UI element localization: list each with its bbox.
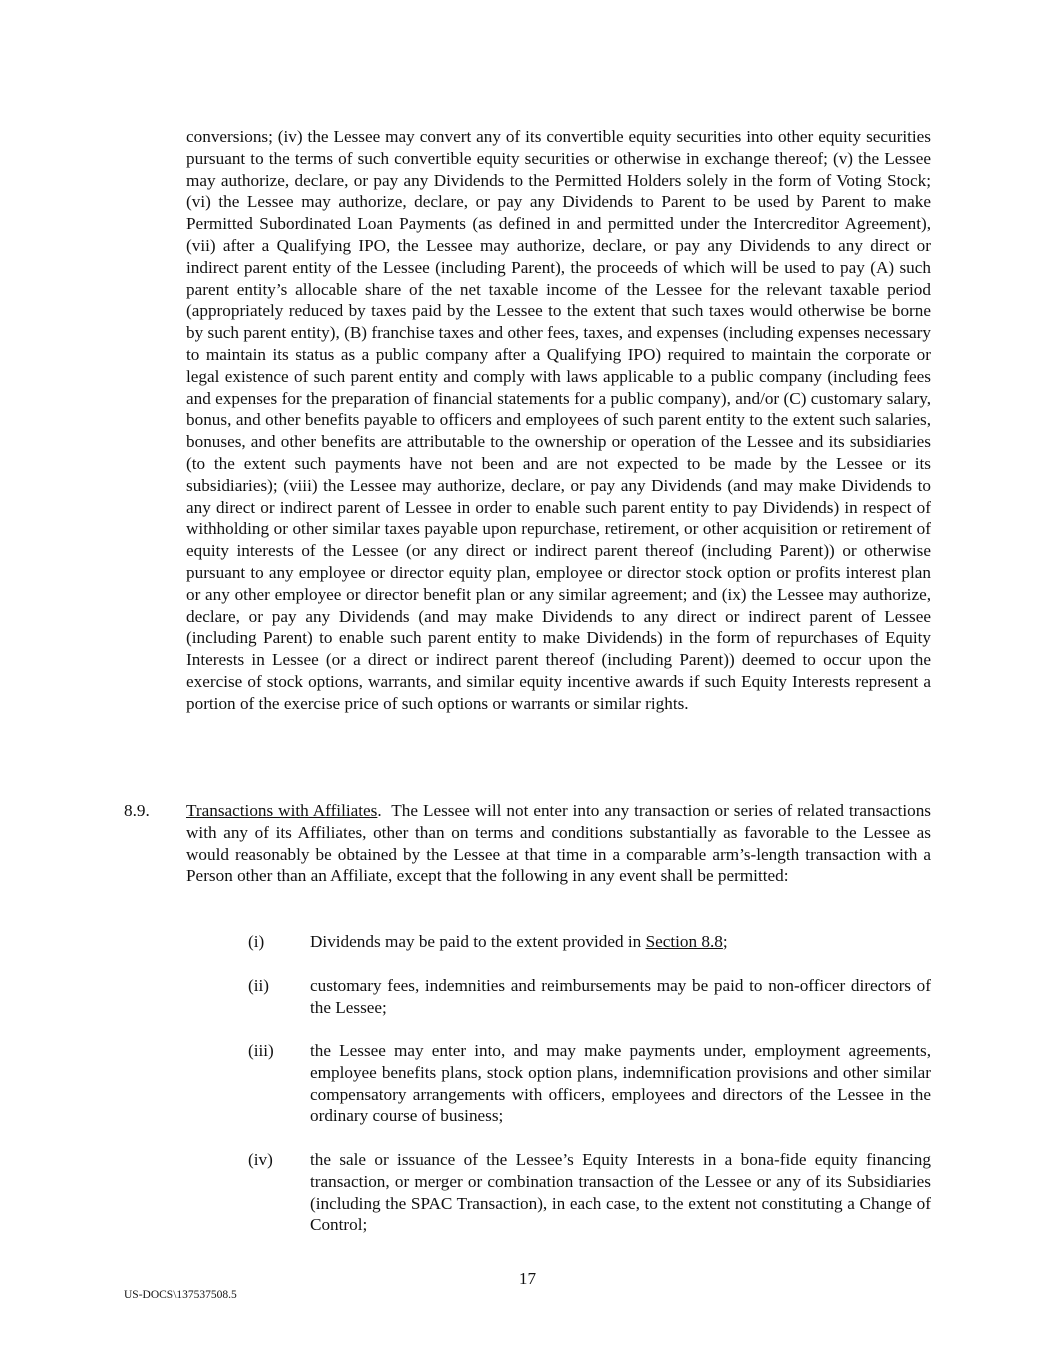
list-item-text-before: Dividends may be paid to the extent provided in (310, 932, 646, 951)
list-item-text: the Lessee may enter into, and may make payments under, employment agreements, employee benefits plans, stock option plans, indemnification provisions and other similar compensatory arrangements with officers, employees and directors of the Lessee in the ordinary course of business; (310, 1041, 931, 1126)
list-item-text-after: ; (722, 932, 728, 951)
list-item-text: customary fees, indemnities and reimbursements may be paid to non-officer directors of the Lessee; (310, 976, 931, 1017)
section-heading: Transactions with Affiliates (186, 801, 378, 820)
list-item-text: the sale or issuance of the Lessee’s Equity Interests in a bona-fide equity financing transaction, or merger or combination transaction of the Lessee or any of its Subsidiaries (including the SPAC Transaction), in each case, to the extent not constituting a Change of Control; (310, 1150, 931, 1235)
section-heading-suffix: . (377, 801, 382, 820)
section-paragraph (186, 800, 936, 887)
page-number: 17 (518, 1269, 537, 1288)
list-item-label: (iii) (248, 1041, 274, 1060)
section-reference-link: Section 8.8 (645, 932, 723, 951)
list-item-label: (i) (248, 932, 265, 951)
document-id: US-DOCS\137537508.5 (124, 1289, 237, 1301)
continued-paragraph: conversions; (iv) the Lessee may convert any of its convertible equity securities into other equity securities pursuant to the terms of such convertible equity securities or otherwise in exchange thereof; (v) the Lessee may authorize, declare, or pay any Dividends to the Permitted Holders solely in the form of Voting Stock; (vi) the Lessee may authorize, declare, or pay any Dividends to Parent to be used by Parent to make Permitted Subordinated Loan Payments (as defined in and permitted under the Intercreditor Agreement), (vii) after a Qualifying IPO, the Lessee may authorize, declare, or pay any Dividends to any direct or indirect parent entity of the Lessee (including Parent), the proceeds of which will be used to pay (A) such parent entity’s allocable share of the net taxable income of the Lessee for the relevant taxable period (appropriately reduced by taxes paid by the Lessee to the extent that such taxes would otherwise be borne by such parent entity), (B) franchise taxes and other fees, taxes, and expenses (including expenses necessary to maintain its status as a public company after a Qualifying IPO) required to maintain the corporate or legal existence of such parent entity and comply with laws applicable to a public company (including fees and expenses for the preparation of financial statements for a public company), and/or (C) customary salary, bonus, and other benefits payable to officers and employees of such parent entity to the extent such salaries, bonuses, and other benefits are attributable to the ownership or operation of the Lessee and its subsidiaries (to the extent such payments have not been and are not expected to be made by the Lessee or its subsidiaries); (viii) the Lessee may authorize, declare, or pay any Dividends (and may make Dividends to any direct or indirect parent of Lessee in order to enable such parent entity to pay Dividends) in respect of withholding or other similar taxes payable upon repurchase, retirement, or other acquisition or retirement of equity interests of the Lessee (or any direct or indirect parent thereof (including Parent)) or otherwise pursuant to any employee or director equity plan, employee or director stock option or profits interest plan or any other employee or director benefit plan or any similar agreement; and (ix) the Lessee may authorize, declare, or pay any Dividends (and may make Dividends to any direct or indirect parent of Lessee (including Parent) to enable such parent entity to make Dividends) in the form of repurchases of Equity Interests in Lessee (or a direct or indirect parent thereof (including Parent)) deemed to occur upon the exercise of stock options, warrants, and similar equity incentive awards if such Equity Interests represent a portion of the exercise price of such options or warrants or similar rights. (186, 127, 931, 713)
list-item-label: (ii) (248, 976, 269, 995)
list-item-label: (iv) (248, 1150, 273, 1169)
section-body-text: The Lessee will not enter into any transaction or series of related transactions with any of its Affiliates, other than on terms and conditions substantially as favorable to the Lessee as would reasonably be obtained by the Lessee at that time in a comparable arm’s-length transaction with a Person other than an Affiliate, except that the following in any event shall be permitted: (186, 801, 936, 886)
list-item-text (310, 931, 931, 953)
section-number: 8.9. (124, 801, 150, 820)
